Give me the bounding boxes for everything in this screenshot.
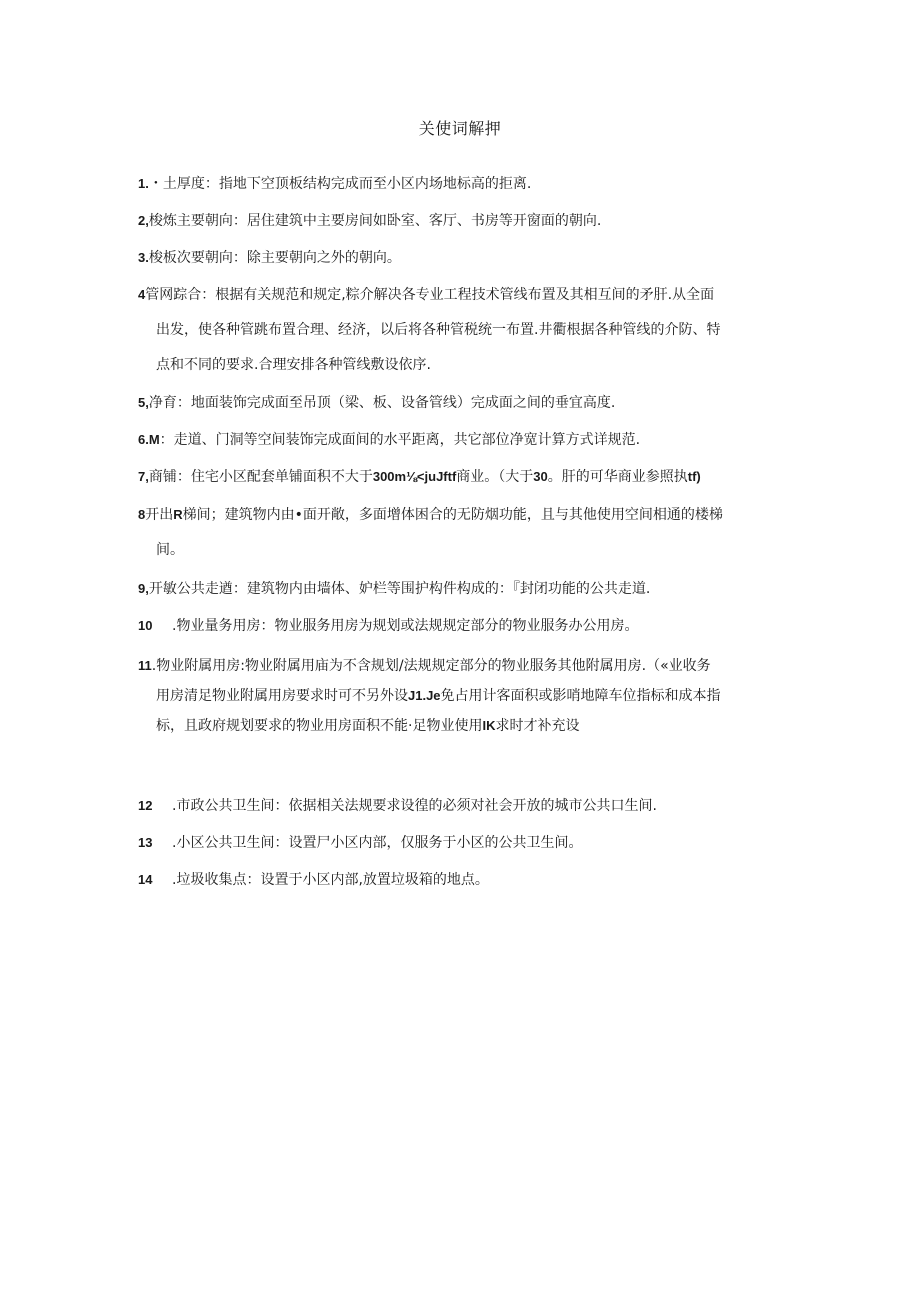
item-text: 开出 [145,507,174,523]
item-text: 梯间；建筑物内由•面开敞，多面增体困合的无防烟功能，且与其他使用空间相通的楼梯 [182,507,723,523]
definition-item-12 [138,788,788,824]
item-text: 。肝的可华商业参照执 [547,469,688,485]
definition-item-8 [138,497,788,568]
item-text: .物业量务用房：物业服务用房为规划或法规规定部分的物业服务办公用房。 [172,618,639,634]
item-number: 11 [138,658,152,673]
item-number: 13 [138,835,153,850]
definition-item-5 [138,385,788,421]
item-text: 开敏公共走遒：建筑物内由墙体、妒栏等围护构件构成的：『封闭功能的公共走道. [148,581,651,597]
item-text: 管网踪合：根据有关规范和规定,粽介解决各专业工程技术管线布置及其相互间的矛肝.从全面 [145,287,715,303]
definition-item-2 [138,203,788,239]
item-text: .垃圾收集点：设置于小区内部,放置垃圾箱的地点。 [172,872,489,888]
item-number: 1. [138,176,149,191]
definition-item-13 [138,825,788,861]
page-title: 关使词解押 [418,119,502,138]
item-number: 5, [138,395,149,410]
item-number: 7, [138,469,149,484]
item-number: 9, [138,581,149,596]
definition-item-11 [138,651,788,741]
item-text-bold: J1.Je [408,688,441,703]
item-text: 梭炼主要朝向：居住建筑中主要房间如卧室、客厅、书房等开窗面的朝向. [148,213,602,229]
item-text: .市政公共卫生间：依据相关法规要求设徨的必须对社会开放的城市公共口生间. [172,798,657,814]
item-number: 3. [138,250,149,265]
item-number: 4 [138,287,146,302]
item-text-bold: 300m⅛<juJftf [372,469,457,484]
item-number: 8 [138,507,146,522]
item-number: 14 [138,872,153,887]
item-number: 2, [138,213,149,228]
definition-item-6 [138,422,788,458]
item-text-continued: 点和不同的要求.合理安排各种管线敷设依序. [156,357,431,373]
definition-item-10 [138,608,788,644]
item-text-continued: 免占用计客面积或影哨地障车位指标和成本指 [440,688,721,704]
item-number: 10 [138,618,153,633]
item-text-continued: 间。 [156,542,184,558]
item-number: 6.M [138,432,160,447]
item-text: .物业附属用房:物业附属用庙为不含规划/法规规定部分的物业服务其他附属用房.（«业收务 [151,658,711,674]
item-text-continued: 出发，使各种管跳布置合理、经济，以后将各种管税统一布置.井衢根据各种管线的介防、特 [156,322,721,338]
item-text: ：走道、门洞等空间装饰完成面间的水平距离，共它部位净宽计算方式详规范. [159,432,641,448]
definition-item-4 [138,277,788,383]
item-text: 商铺：住宅小区配套单铺面积不大于 [148,469,373,485]
item-text-bold: 30 [533,469,548,484]
definition-item-14 [138,862,788,898]
item-text: 商业。（大于 [456,469,534,485]
item-text-bold: tf) [687,469,701,484]
item-text: ・土厚度：指地下空顶板结构完成而至小区内场地标高的拒离. [148,176,532,192]
item-text-continued: 求时才补充设 [495,718,580,734]
definition-item-9 [138,571,788,607]
item-text-bold: IK [482,718,496,733]
definition-item-7 [138,459,788,495]
item-text-continued: 用房清足物业附属用房要求时可不另外设 [156,688,408,704]
item-text: .小区公共卫生间：设置尸小区内部，仅服务于小区的公共卫生间。 [172,835,583,851]
item-text: 净育：地面装饰完成面至吊顶（梁、板、设备管线）完成面之间的垂宜高度. [148,395,616,411]
item-text: 梭板次要朝向：除主要朝向之外的朝向。 [148,250,401,266]
definition-item-3 [138,240,788,276]
item-text-continued: 标，且政府规划要求的物业用房面积不能·足物业使用 [156,718,483,734]
item-text-bold: R [173,507,183,522]
definition-item-1 [138,166,788,202]
item-number: 12 [138,798,153,813]
